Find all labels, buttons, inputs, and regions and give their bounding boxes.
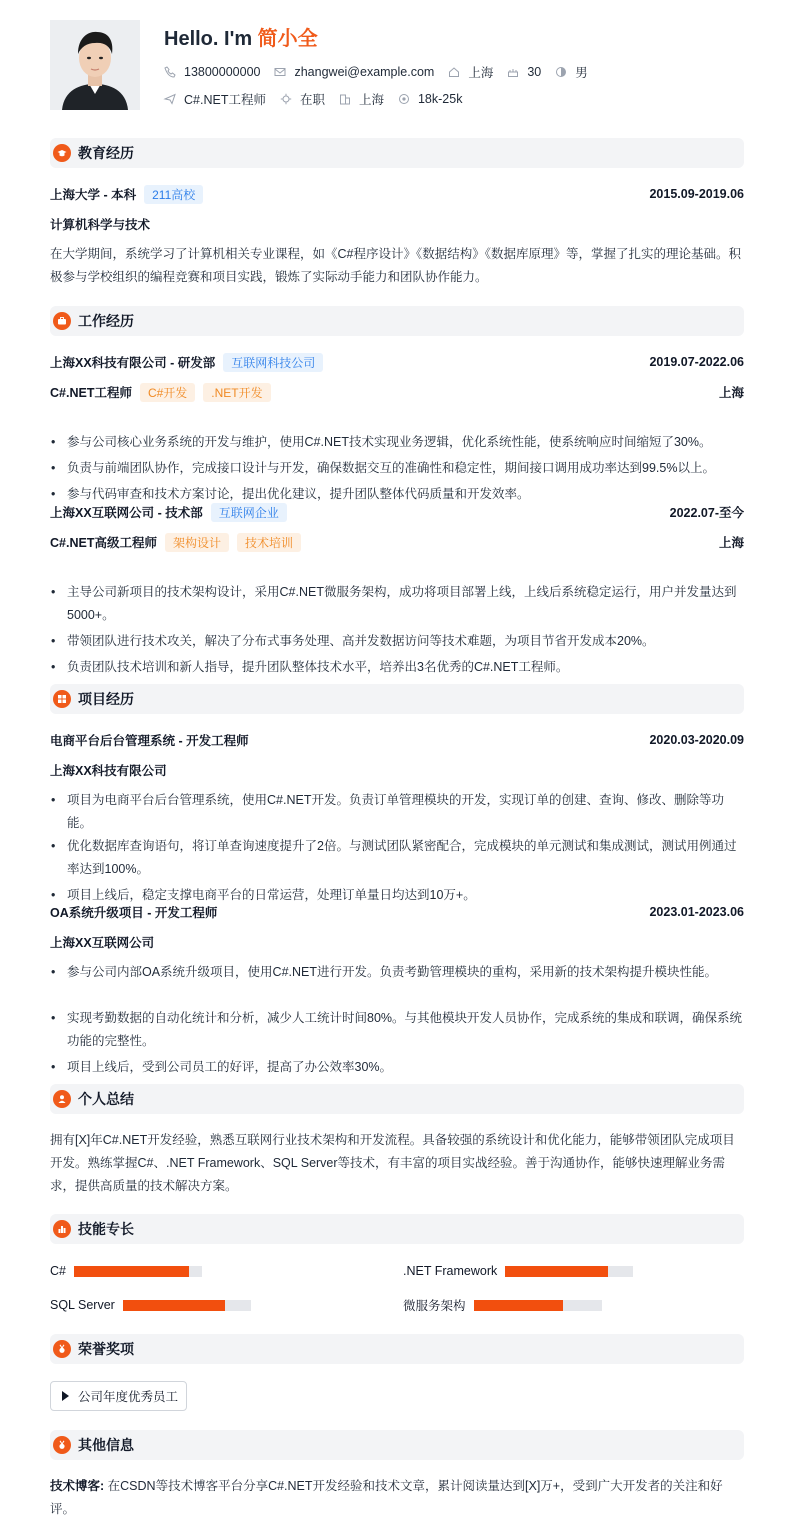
medal-icon xyxy=(53,1340,71,1358)
job-bullet: • 带领团队进行技术攻关，解决了分布式事务处理、高并发数据访问等技术难题，为项目节省开发成本20%。 xyxy=(50,630,744,653)
project-bullet: • 项目上线后，受到公司员工的好评，提高了办公效率30%。 xyxy=(50,1056,744,1079)
project-header-row xyxy=(50,903,744,921)
greeting-text: Hello. I'm xyxy=(164,28,258,50)
salary-value: 18k-25k xyxy=(417,92,463,106)
other-info-text: 在CSDN等技术博客平台分享C#.NET开发经验和技术文章，累计阅读量达到[X]万+，受到广大开发者的关注和好评。 xyxy=(50,1479,723,1516)
person-icon xyxy=(53,1090,71,1108)
honors-section-header xyxy=(50,1334,744,1364)
job-bullet: • 负责团队技术培训和新人指导，提升团队整体技术水平，培养出3名优秀的C#.NET工程师。 xyxy=(50,656,744,679)
skill-item xyxy=(50,1297,251,1313)
play-triangle-icon xyxy=(62,1391,69,1401)
honor-item[interactable] xyxy=(50,1381,187,1411)
section-title: 其他信息 xyxy=(78,1437,134,1453)
candidate-name: 简小全 xyxy=(257,28,318,50)
education-header-row xyxy=(50,185,744,203)
info-badge-icon xyxy=(53,1436,71,1454)
avatar xyxy=(50,20,140,110)
section-title: 荣誉奖项 xyxy=(78,1341,134,1357)
job-city: 上海 xyxy=(718,386,744,400)
major-name: 计算机科学与技术 xyxy=(50,218,151,232)
bar-chart-icon xyxy=(53,1220,71,1238)
project-date: 2023.01-2023.06 xyxy=(649,905,744,919)
job-company: 上海XX互联网公司 - 技术部 xyxy=(50,506,203,520)
briefcase-icon xyxy=(53,312,71,330)
gender-value: 男 xyxy=(575,66,588,80)
work-section-header xyxy=(50,306,744,336)
project-bullet: • 实现考勤数据的自动化统计和分析，减少人工统计时间80%。与其他模块开发人员协作，完成系统的集成和联调，确保系统功能的完整性。 xyxy=(50,1007,744,1053)
project-company: 上海XX科技有限公司 xyxy=(50,764,167,778)
email-address: zhangwei@example.com xyxy=(294,65,435,79)
job-role: C#.NET高级工程师 xyxy=(50,536,157,550)
project-company-row xyxy=(50,933,744,951)
gear-icon xyxy=(280,93,292,105)
status-item xyxy=(280,90,325,108)
education-description: 在大学期间，系统学习了计算机相关专业课程，如《C#程序设计》《数据结构》《数据库原理》等，掌握了扎实的理论基础。积极参与学校组织的编程竞赛和项目实践，锻炼了实际动手能力和团队协作能力。 xyxy=(50,247,741,284)
position-value: C#.NET工程师 xyxy=(184,93,266,107)
section-title: 工作经历 xyxy=(78,313,134,329)
phone-item xyxy=(164,65,260,79)
project-bullet: • 项目上线后，稳定支撑电商平台的日常运营，处理订单量日均达到10万+。 xyxy=(50,884,744,907)
section-title: 技能专长 xyxy=(78,1221,134,1237)
job-role-row xyxy=(50,383,744,401)
section-title: 项目经历 xyxy=(78,691,134,707)
other-section-header xyxy=(50,1430,744,1460)
job-role-row xyxy=(50,533,744,551)
skill-item xyxy=(50,1263,202,1279)
project-bullet: • 项目为电商平台后台管理系统，使用C#.NET开发。负责订单管理模块的开发，实现订单的创建、查询、修改、删除等功能。 xyxy=(50,789,744,835)
gender-icon xyxy=(555,66,567,78)
project-grid-icon xyxy=(53,690,71,708)
skills-section-header xyxy=(50,1214,744,1244)
skill-name: SQL Server xyxy=(50,1298,115,1312)
other-info xyxy=(50,1475,744,1521)
cake-icon xyxy=(507,66,519,78)
age-value: 30 xyxy=(527,65,542,79)
phone-icon xyxy=(164,66,176,78)
skill-name: .NET Framework xyxy=(403,1264,498,1278)
job-role: C#.NET工程师 xyxy=(50,386,132,400)
send-icon xyxy=(164,93,176,105)
skill-item xyxy=(403,1263,633,1279)
phone-number: 13800000000 xyxy=(184,65,261,79)
skill-tag: 架构设计 xyxy=(165,533,229,552)
project-date: 2020.03-2020.09 xyxy=(649,733,744,747)
job-header-row xyxy=(50,353,744,371)
home-icon xyxy=(448,66,460,78)
job-bullet: • 主导公司新项目的技术架构设计，采用C#.NET微服务架构，成功将项目部署上线，上线后系统稳定运行，用户并发量达到5000+。 xyxy=(50,581,744,627)
school-name: 上海大学 - 本科 xyxy=(50,188,137,202)
summary-text: 拥有[X]年C#.NET开发经验，熟悉互联网行业技术架构和开发流程。具备较强的系统设计和优化能力，能够带领团队完成项目开发。熟练掌握C#、.NET Framework、SQL Server等技术，有丰富的项目实战经验。善于沟通协作，能够快速理解业务需求，提供高质量的技术解决方案。 xyxy=(50,1133,735,1193)
skill-item xyxy=(403,1297,602,1313)
education-section-header xyxy=(50,138,744,168)
other-info-label: 技术博客: xyxy=(50,1479,105,1493)
project-bullet: • 优化数据库查询语句，将订单查询速度提升了2倍。与测试团队紧密配合，完成模块的单元测试和集成测试，测试用例通过率达到100%。 xyxy=(50,835,744,881)
education-date: 2015.09-2019.06 xyxy=(649,187,744,201)
job-header-row xyxy=(50,503,744,521)
skill-bar-fill xyxy=(505,1266,607,1277)
skill-name: 微服务架构 xyxy=(403,1299,466,1313)
resume-page xyxy=(50,20,744,1516)
skill-tag: .NET开发 xyxy=(203,383,270,402)
honor-label: 公司年度优秀员工 xyxy=(78,1390,179,1404)
city-item xyxy=(448,63,493,81)
section-title: 个人总结 xyxy=(78,1091,134,1107)
status-value: 在职 xyxy=(299,93,325,107)
skill-bar xyxy=(123,1300,251,1311)
project-company-row xyxy=(50,761,744,779)
skill-bar xyxy=(74,1266,202,1277)
salary-item xyxy=(398,92,462,106)
company-tag: 互联网科技公司 xyxy=(223,353,323,372)
greeting xyxy=(164,22,318,51)
resume-header xyxy=(50,20,744,112)
skill-bar xyxy=(505,1266,633,1277)
skill-tag: C#开发 xyxy=(140,383,195,402)
project-name: OA系统升级项目 - 开发工程师 xyxy=(50,906,218,920)
project-header-row xyxy=(50,731,744,749)
major-row xyxy=(50,215,744,233)
gender-item xyxy=(555,63,588,81)
job-bullet: • 参与代码审查和技术方案讨论，提出优化建议，提升团队整体代码质量和开发效率。 xyxy=(50,483,744,506)
job-intent-row xyxy=(164,90,476,108)
job-city: 上海 xyxy=(718,536,744,550)
work-city-value: 上海 xyxy=(358,93,384,107)
job-date: 2022.07-至今 xyxy=(669,506,744,520)
project-section-header xyxy=(50,684,744,714)
section-title: 教育经历 xyxy=(78,145,134,161)
job-company: 上海XX科技有限公司 - 研发部 xyxy=(50,356,216,370)
company-tag: 互联网企业 xyxy=(211,503,287,522)
building-icon xyxy=(339,93,351,105)
mail-icon xyxy=(274,66,286,78)
coin-icon xyxy=(398,93,410,105)
email-item xyxy=(274,65,434,79)
summary-section-header xyxy=(50,1084,744,1114)
job-bullet: • 参与公司核心业务系统的开发与维护，使用C#.NET技术实现业务逻辑，优化系统性能，使系统响应时间缩短了30%。 xyxy=(50,431,744,454)
project-name: 电商平台后台管理系统 - 开发工程师 xyxy=(50,734,249,748)
position-item xyxy=(164,90,266,108)
city-value: 上海 xyxy=(468,66,494,80)
project-bullet: • 参与公司内部OA系统升级项目，使用C#.NET进行开发。负责考勤管理模块的重构，采用新的技术架构提升模块性能。 xyxy=(50,961,744,984)
skill-name: C# xyxy=(50,1264,66,1278)
graduation-cap-icon xyxy=(53,144,71,162)
skill-bar-fill xyxy=(123,1300,225,1311)
work-city-item xyxy=(339,90,384,108)
skill-bar xyxy=(474,1300,602,1311)
job-bullet: • 负责与前端团队协作，完成接口设计与开发，确保数据交互的准确性和稳定性，期间接口调用成功率达到99.5%以上。 xyxy=(50,457,744,480)
school-tag: 211高校 xyxy=(144,185,203,204)
age-item xyxy=(507,65,541,79)
skill-bar-fill xyxy=(474,1300,564,1311)
project-company: 上海XX互联网公司 xyxy=(50,936,155,950)
skill-bar-fill xyxy=(74,1266,189,1277)
contact-row xyxy=(164,63,602,81)
job-date: 2019.07-2022.06 xyxy=(649,355,744,369)
skill-tag: 技术培训 xyxy=(237,533,301,552)
